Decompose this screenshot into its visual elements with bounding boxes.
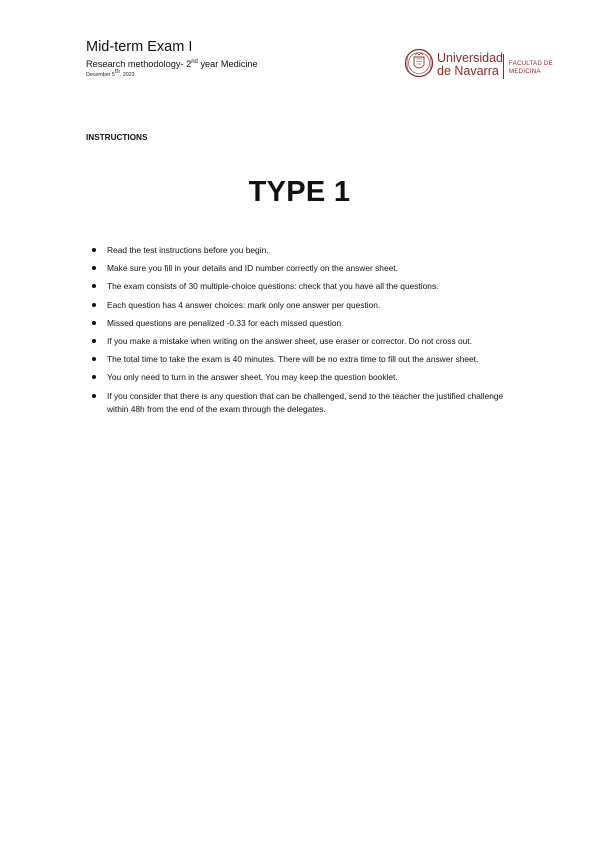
instruction-text: Each question has 4 answer choices: mark only one answer per question.	[107, 299, 381, 310]
instruction-item	[92, 299, 522, 312]
university-logo	[404, 42, 564, 86]
faculty-name-line2: MEDICINA	[509, 67, 541, 75]
subtitle-ordinal: nd	[191, 58, 198, 65]
exam-title: Mid-term Exam I	[86, 39, 193, 55]
bullet-icon	[92, 357, 96, 361]
instruction-text: If you make a mistake when writing on the answer sheet, use eraser or corrector. Do not cross out.	[107, 336, 472, 347]
instruction-item	[92, 390, 522, 416]
university-seal-icon	[404, 42, 434, 84]
logo-divider	[503, 54, 504, 79]
instruction-text: Missed questions are penalized -0.33 for each missed question.	[107, 317, 344, 328]
subtitle-rest: year Medicine	[197, 59, 258, 69]
university-name-line1: Universidad	[437, 51, 504, 65]
exam-type-heading: TYPE 1	[248, 176, 351, 208]
instructions-list	[92, 244, 522, 421]
bullet-icon	[92, 339, 96, 343]
university-name-line2: de Navarra	[437, 64, 499, 78]
instruction-item	[92, 262, 522, 275]
instruction-text: Read the test instructions before you begin.	[107, 245, 269, 255]
instruction-text: If you consider that there is any question that can be challenged, send to the teacher the justified challenge within 48h from the end of the exam through the delegates.	[107, 390, 504, 414]
date-rest: , 2023	[119, 72, 135, 78]
bullet-icon	[92, 375, 96, 379]
instruction-item	[92, 317, 522, 330]
instruction-item	[92, 353, 522, 366]
date-ordinal: th	[114, 69, 120, 76]
instruction-item	[92, 371, 522, 384]
bullet-icon	[92, 394, 96, 398]
instruction-item	[92, 244, 522, 257]
faculty-name-line1: FACULTAD DE	[509, 60, 553, 67]
instruction-text: Make sure you fill in your details and ID number correctly on the answer sheet.	[107, 263, 398, 274]
instruction-item	[92, 335, 522, 348]
instructions-heading: INSTRUCTIONS	[86, 133, 148, 142]
bullet-icon	[92, 284, 96, 288]
instruction-text: You only need to turn in the answer sheet. You may keep the question booklet.	[107, 372, 398, 383]
bullet-icon	[92, 321, 96, 325]
bullet-icon	[92, 266, 96, 270]
instruction-text: The exam consists of 30 multiple-choice questions: check that you have all the questions.	[107, 281, 439, 292]
bullet-icon	[92, 303, 96, 307]
subtitle-main: Research methodology- 2	[86, 59, 192, 69]
university-name	[437, 52, 503, 78]
instruction-text: The total time to take the exam is 40 minutes. There will be no extra time to fill out the answer sheet.	[107, 354, 479, 365]
bullet-icon	[92, 248, 96, 252]
instruction-item	[92, 280, 522, 293]
date-main: December 5	[86, 72, 115, 78]
faculty-name	[509, 60, 553, 75]
